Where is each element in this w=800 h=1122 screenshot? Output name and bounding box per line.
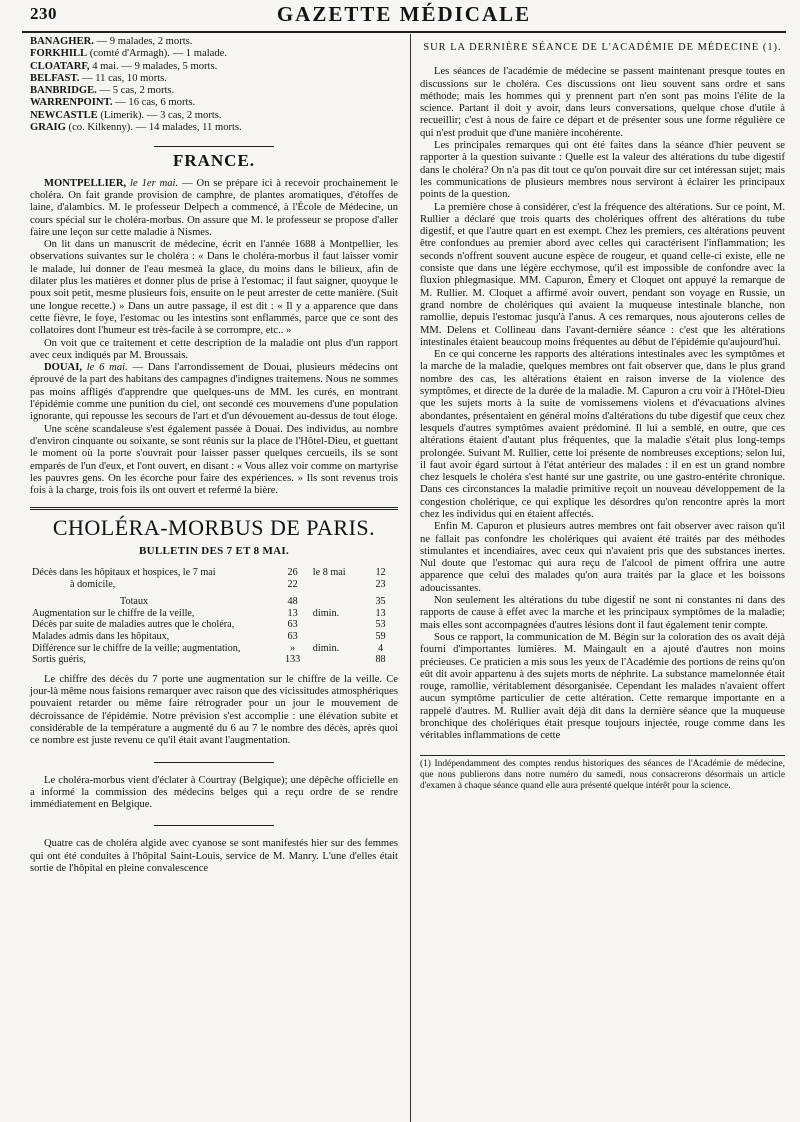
paragraph-traitement: On voit que ce traitement et cette description de la maladie ont plus d'un rapport avec ceux indiqués par M. Broussais. — [30, 337, 398, 361]
table-row: Totaux 48 35 — [120, 596, 386, 608]
section-title-france: FRANCE. — [172, 151, 256, 171]
page-header — [22, 0, 786, 28]
paragraph-montpellier: MONTPELLIER, le 1er mai. — On se prépare ici à recevoir prochainement le choléra. On fait grande provision de camphre, de plantes aromatiques, d'étoffes de laine, d'alambics. M. le professeur Delpech a commencé, à l'École de Médecine, un cours spécial sur le choléra-morbus. On assure que M. le professeur se propose d'aller faire une leçon sur cette maladie à Nismes. — [30, 177, 398, 238]
section-separator — [154, 762, 274, 763]
article-paragraph: Les principales remarques qui ont été faites dans la séance d'hier peuvent se rapporter à la question suivante : Quelle est la valeur des altérations du tube digestif dans le choléra? On n'a pas dit tout ce qu'on pouvait dire sur cet intéressan sujet; mais les communications de plusieurs membres nous serviront à éclairer les principaux points de la question. — [420, 140, 785, 201]
paragraph-courtray: Le choléra-morbus vient d'éclater à Courtray (Belgique); une dépêche officielle en a informé la commission des médecins belges qui a reçu ordre de se rendre immédiatement en Belgique. — [30, 774, 398, 811]
article-paragraph: La première chose à considérer, c'est la fréquence des altérations. Sur ce point, M. Rullier a déclaré que trois quarts des cholériques offrent des altérations du tube digestif, et que l'autre quart en est exempt. Chez les premiers, ces altérations peuvent être confondues au premier abord avec celles qui caractérisent l'inflammation; les seconds n'offrent souvent aucune espèce de rougeur, et quand celle-ci existe, elle ne consiste que dans une légère ecchymose, qu'il est impossible de confondre avec la fluxion phlegmasique. MM. Capuron, Émery et Cloquet ont appuyé la remarque de M. Rullier. M. Cloquet a affirmé avoir ouvert, pendant son voyage en Russie, un grand nombre de cholériques qui avaient la muqueuse intestinale blanche, non ramollie, depuis l'estomac jusqu'à l'anus. A ces remarques, nous ajouterons celles de MM. Delens et Collineau dans l'avant-dernière séance : c'est que les altérations intestinales étaient beaucoup moins fréquentes au début de l'épidémie qu'aujourd'hui. — [420, 201, 785, 348]
article-paragraph: Sous ce rapport, la communication de M. Bégin sur la coloration des os avait déjà fourni d'importantes lumières. M. Maingault en a ajouté d'autres non moins précieuses. Ce praticien a mis sous les yeux de l'Académie des portions de reins qu'on eût dit avoir appartenu à des sujets morts de néphrite. La substance mamelonnée était rouge, ramollie, véritablement désorganisée. Cependant les malades n'avaient offert aucun symptôme particulier de cette altération. Cette remarque importante en a rappelé d'autres. M. Rullier avait déjà dit dans la dernière séance que la muqueuse bronchique des cholériques était presque toujours injectée, rouge comme dans les véritables inflammations de cette — [420, 631, 785, 742]
article-paragraph: Enfin M. Capuron et plusieurs autres membres ont fait observer avec raison qu'il ne fallait pas confondre les cholériques qui avaient été traités par des méthodes stimulantes et incendiaires, avec ceux qui n'avaient pris que des substances inertes. Nul doute que l'estomac qui aura reçu de l'alcool de piment offrira une autre apparence que celui des malades qu'on aura traités par la glace et les boissons adoucissantes. — [420, 521, 785, 594]
list-item: BELFAST. — 11 cas, 10 morts. — [30, 72, 167, 84]
footnote: (1) Indépendamment des comptes rendus historiques des séances de l'Académie de médecine, que nous publierons dans notre numéro du samedi, nous consacrerons désormais un article d'examen à chaque séance quand elle aura présenté quelque intérêt pour la science. — [420, 755, 785, 792]
right-column — [420, 36, 785, 792]
section-rule — [30, 507, 398, 510]
table-row: à domicile, 22 23 — [70, 578, 386, 590]
table-row: Décès dans les hôpitaux et hospices, le 7 mai 26 le 8 mai 12 — [32, 566, 386, 578]
bulletin-title: BULLETIN DES 7 ET 8 MAI. — [138, 544, 290, 557]
section-separator — [154, 825, 274, 826]
list-item: WARRENPOINT. — 16 cas, 6 morts. — [30, 97, 196, 109]
list-item: FORKHILL (comté d'Armagh). — 1 malade. — [30, 48, 227, 60]
paragraph-quatre-cas: Quatre cas de choléra algide avec cyanose se sont manifestés hier sur des femmes qui ont été conduites à l'hôpital Saint-Louis, service de M. Manry. L'une d'elles était sortie de l'hôpital en pleine convalescence — [30, 838, 398, 874]
list-item: CLOATARF, 4 mai. — 9 malades, 5 morts. — [30, 60, 218, 72]
article-paragraph: En ce qui concerne les rapports des altérations intestinales avec les symptômes et la marche de la maladie, quelques membres ont fait observer que, dans le plus grand nombre des cas, les altérations étaient en raison inverse de la violence des symptômes, et directe de la durée de la maladie. M. Capuron a cru voir à l'Hôtel-Dieu que les sujets morts à la suite de vomissemens violens et d'évacuations alvines abondantes, présentaient en général moins d'altérations du tube digestif que ceux chez lesquels d'autres symptômes avaient prédominé. Il lui a semblé, en outre, que ces altérations étaient d'autant plus fréquentes, que la maladie s'était plus long-temps prolongée. Suivant M. Rullier, cette loi présente de nombreuses exceptions; selon lui, il faut avoir égard surtout à l'état antérieur des malades : il en est un grand nombre chez lesquels le choléra s'est hanté sur une gastrite, ou une gastro-entérite chronique. Dans ces circonstances la maladie primitive reçoit un nouveau développement de la congestion cholérique, ce qui explique les désordres qu'on rencontre après la mort chez les individus qui en étaient affectés. — [420, 349, 785, 520]
column-divider — [410, 34, 411, 1122]
header-rule — [22, 31, 786, 33]
left-column — [30, 36, 398, 875]
list-item: BANBRIDGE. — 5 cas, 2 morts. — [30, 85, 175, 97]
section-title-cholera: CHOLÉRA-MORBUS DE PARIS. — [52, 515, 376, 541]
bulletin-table — [30, 567, 398, 666]
list-item: BANAGHER. — 9 malades, 2 morts. — [30, 36, 193, 47]
table-row: Sortis guéris, 133 88 — [32, 654, 386, 666]
section-separator — [154, 146, 274, 147]
ireland-news-list — [30, 36, 398, 134]
list-item: GRAIG (co. Kilkenny). — 14 malades, 11 morts. — [30, 122, 242, 134]
table-row: Décès par suite de maladies autres que le choléra, 63 53 — [32, 619, 386, 631]
table-row: Augmentation sur le chiffre de la veille, 13 dimin. 13 — [32, 607, 386, 619]
list-item: NEWCASTLE (Limerik). — 3 cas, 2 morts. — [30, 109, 222, 121]
page-number: 230 — [30, 4, 57, 23]
article-title: SUR LA DERNIÈRE SÉANCE DE L'ACADÉMIE DE MÉDECINE (1). — [423, 42, 782, 53]
paragraph-douai: DOUAI, le 6 mai. — Dans l'arrondissement de Douai, plusieurs médecins ont éprouvé de la part des habitans des campagnes d'indignes traitemens. Nous ne sommes pas moins affligés d'apprendre que quelques-uns de MM. les curés, en montrant l'épidémie comme une punition du ciel, ont secondé ces mouvemens d'une population ignorante, qui repousse les secours de l'art et d'un dévouement au-dessus de tout éloge. — [30, 362, 398, 423]
article-paragraph: Non seulement les altérations du tube digestif ne sont ni constantes ni dans des rapports de cause à effet avec la marche et les principaux symptômes de la maladie; mais elles sont accompagnées d'autres lésions dont il faut également tenir compte. — [420, 595, 785, 631]
paragraph-manuscrit: On lit dans un manuscrit de médecine, écrit en l'année 1688 à Montpellier, les observations suivantes sur le choléra : « Dans le choléra-morbus il faut laisser vomir le malade, lui donner de l'eau mesmeà la glace, du moins dans le bilieux, afin de dilater plus les matières et donner plus de prise à l'estomac; il faut saigner, quoyque le poux soit petit, mesme plusieurs fois, ensuite on le peut arrester de cette manière. (Suit une longue recette.) » Dans un autre passage, il est dit : « Il y a apparence que dans cette fièvre, le foye, l'estomac ou les intestins sont enflammés, parce que ce sont des collatoires dont l'humeur est très-facile à se corrompre, etc.. » — [30, 239, 398, 337]
table-row: Différence sur le chiffre de la veille; augmentation, » dimin. 4 — [32, 642, 384, 654]
table-row: Malades admis dans les hôpitaux, 63 59 — [32, 630, 386, 642]
article-paragraph: Les séances de l'académie de médecine se passent maintenant presque toutes en discussions sur le choléra. Ces discussions ont lieu souvent sans ordre et sans méthode; mais les hommes qui y prennent part n'en sont pas moins l'élite de la science. Partant il doit y avoir, dans leurs conversations, quelque chose d'utile à recueillir; c'est à nous de faire ce départ et de présenter sous une forme régulière ce qui n'est produit que d'une manière incohérente. — [420, 66, 785, 139]
paragraph-scene: Une scène scandaleuse s'est également passée à Douai. Des individus, au nombre d'environ cinquante ou soixante, se sont réunis sur la place de l'Hôtel-Dieu, et guettant le moment où la porte s'ouvrait pour laisser passer quelques cercueils, ils se sont emparés de l'un d'eux, et l'ont ouvert, en disant : « Vous allez voir comme on martyrise les pauvres gens. On les écorche pour faire des expériences. » Ils sont revenus trois fois à la charge, trois fois ils ont ouvert et refermé la bière. — [30, 423, 398, 497]
masthead: GAZETTE MÉDICALE — [276, 2, 532, 26]
paragraph-chiffre: Le chiffre des décès du 7 porte une augmentation sur le chiffre de la veille. Ce jour-là même nous faisions remarquer avec raison que des vicissitudes atmosphériques pouvaient retarder ou même faire rétrograder pour un jour le mouvement de décroissance de l'épidémie. Notre prévision s'est accomplie : une élévation subite et considérable de la température a augmenté du 6 au 7 le nombre des décès, après quoi ce nombre est juste revenu ce qu'il était avant l'augmentation. — [30, 673, 398, 747]
